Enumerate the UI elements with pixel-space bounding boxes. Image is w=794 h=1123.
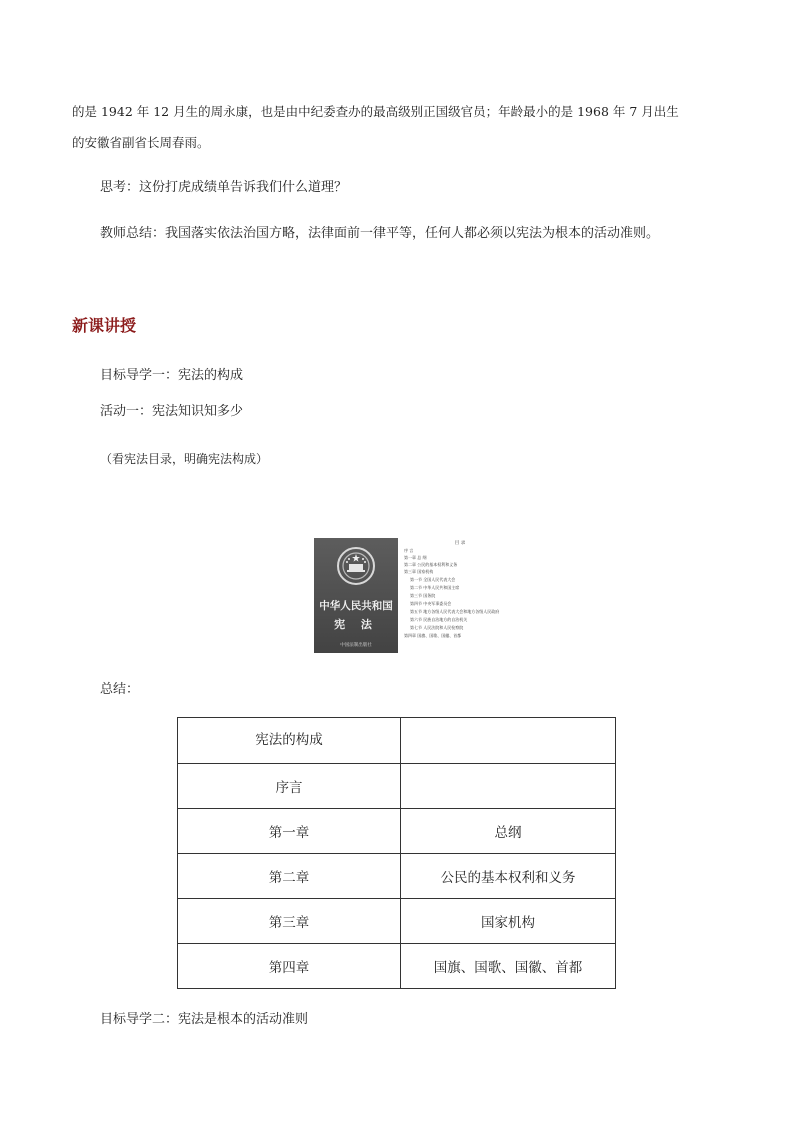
toc-line: 第二节 中华人民共和国主席 bbox=[410, 585, 460, 590]
toc-line: 第四章 国旗、国歌、国徽、首都 bbox=[404, 633, 462, 638]
toc-line: 第六节 民族自治地方的自治机关 bbox=[410, 617, 468, 622]
goal-two: 目标导学二：宪法是根本的活动准则 bbox=[100, 1012, 309, 1027]
goal-one: 目标导学一：宪法的构成 bbox=[100, 368, 244, 383]
table-row bbox=[178, 854, 616, 899]
table-cell: 第三章 bbox=[178, 899, 401, 944]
toc-line: 序 言 bbox=[404, 548, 414, 553]
table-of-contents bbox=[398, 538, 522, 653]
activity-one: 活动一：宪法知识知多少 bbox=[100, 404, 244, 419]
toc-line: 第三节 国务院 bbox=[410, 593, 436, 598]
toc-line: 第一章 总 纲 bbox=[404, 555, 427, 560]
table-row bbox=[178, 944, 616, 989]
toc-line: 第三章 国家机构 bbox=[404, 569, 434, 574]
constitution-book-image bbox=[314, 538, 522, 653]
constitution-structure-table bbox=[177, 717, 616, 989]
summary-label: 总结： bbox=[100, 682, 140, 697]
table-cell: 第一章 bbox=[178, 809, 401, 854]
teacher-summary: 教师总结：我国落实依法治国方略，法律面前一律平等，任何人都必须以宪法为根本的活动准则。 bbox=[100, 226, 660, 241]
table-cell: 序言 bbox=[178, 764, 401, 809]
book-cover bbox=[314, 538, 398, 653]
table-cell: 宪法的构成 bbox=[178, 718, 401, 764]
table-cell: 总纲 bbox=[401, 809, 616, 854]
toc-line: 第四节 中央军事委员会 bbox=[410, 601, 452, 606]
table-cell: 第二章 bbox=[178, 854, 401, 899]
toc-line: 第五节 地方各级人民代表大会和地方各级人民政府 bbox=[410, 609, 500, 614]
table-cell bbox=[401, 764, 616, 809]
table-row bbox=[178, 764, 616, 809]
table-row bbox=[178, 718, 616, 764]
table-cell: 公民的基本权利和义务 bbox=[401, 854, 616, 899]
intro-line-1: 的是 1942 年 12 月生的周永康，也是由中纪委查办的最高级别正国级官员；年龄最小的是 1968 年 7 月出生 bbox=[72, 104, 679, 119]
toc-heading: 目 录 bbox=[454, 541, 466, 546]
table-cell: 国家机构 bbox=[401, 899, 616, 944]
cover-title-line-1: 中华人民共和国 bbox=[319, 600, 393, 612]
intro-line-2: 的安徽省副省长周春雨。 bbox=[72, 135, 210, 150]
cover-title-line-2: 宪 法 bbox=[334, 618, 378, 631]
section-heading: 新课讲授 bbox=[72, 316, 137, 335]
toc-line: 第一节 全国人民代表大会 bbox=[410, 577, 456, 582]
table-cell: 第四章 bbox=[178, 944, 401, 989]
national-emblem-icon bbox=[336, 546, 376, 586]
table-row bbox=[178, 809, 616, 854]
cover-publisher: 中国法制出版社 bbox=[340, 643, 372, 648]
table-cell: 国旗、国歌、国徽、首都 bbox=[401, 944, 616, 989]
think-question: 思考：这份打虎成绩单告诉我们什么道理？ bbox=[100, 180, 348, 195]
table-cell bbox=[401, 718, 616, 764]
toc-line: 第七节 人民法院和人民检察院 bbox=[410, 625, 464, 630]
table-row bbox=[178, 899, 616, 944]
toc-line: 第二章 公民的基本权利和义务 bbox=[404, 562, 458, 567]
note-text: （看宪法目录，明确宪法构成） bbox=[100, 452, 269, 466]
